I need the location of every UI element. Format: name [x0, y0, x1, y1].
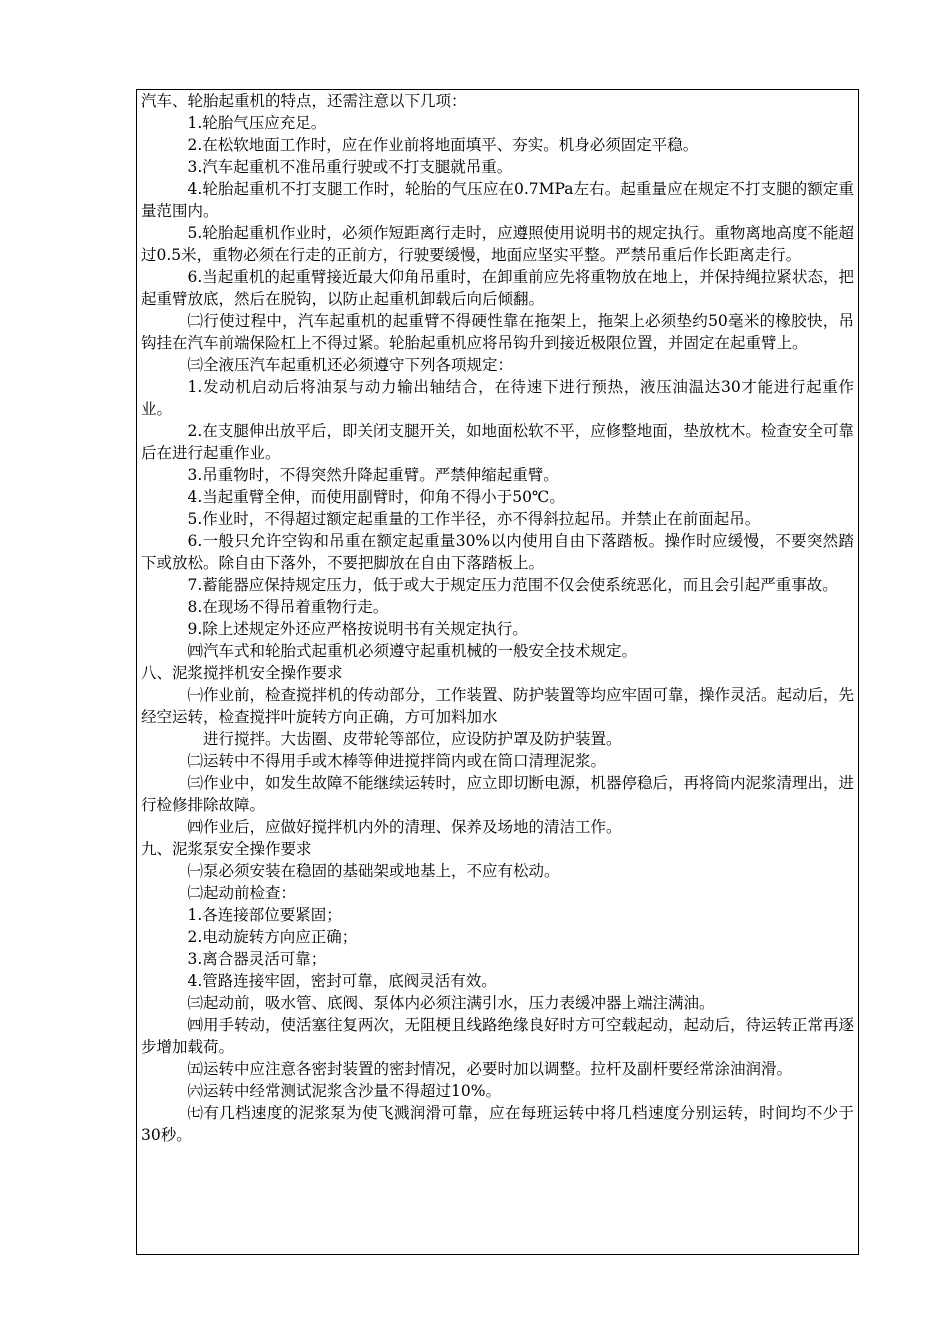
paragraph: ㈣用手转动，使活塞往复两次，无阻梗且线路绝缘良好时方可空载起动，起动后，待运转正常再逐步增加载荷。 — [141, 1016, 855, 1056]
paragraph: ㈣汽车式和轮胎式起重机必须遵守起重机械的一般安全技术规定。 — [187, 642, 638, 660]
paragraph: 4.轮胎起重机不打支腿工作时，轮胎的气压应在0.7MPa左右。起重量应在规定不打支腿的额定重量范围内。 — [141, 180, 854, 220]
paragraph: ㈢作业中，如发生故障不能继续运转时，应立即切断电源，机器停稳后，再将筒内泥浆清理出，进行检修排除故障。 — [141, 774, 855, 814]
paragraph: 进行搅拌。大齿圈、皮带轮等部位，应设防护罩及防护装置。 — [203, 730, 622, 748]
paragraph: 5.轮胎起重机作业时，必须作短距离行走时，应遵照使用说明书的规定执行。重物离地高度不能超过0.5米，重物必须在行走的正前方，行驶要缓慢，地面应坚实平整。严禁吊重后作长距离走行。 — [141, 224, 854, 264]
paragraph: ㈡运转中不得用手或木棒等伸进搅拌筒内或在筒口清理泥浆。 — [187, 752, 607, 770]
paragraph: ㈤运转中应注意各密封装置的密封情况，必要时加以调整。拉杆及副杆要经常涂油润滑。 — [187, 1060, 793, 1078]
paragraph: 6.当起重机的起重臂接近最大仰角吊重时，在卸重前应先将重物放在地上，并保持绳拉紧状态，把起重臂放底，然后在脱钩，以防止起重机卸载后向后倾翻。 — [141, 268, 854, 308]
paragraph: ㈣作业后，应做好搅拌机内外的清理、保养及场地的清洁工作。 — [187, 818, 622, 836]
paragraph: 3.吊重物时，不得突然升降起重臂。严禁伸缩起重臂。 — [187, 466, 559, 484]
paragraph: 汽车、轮胎起重机的特点，还需注意以下几项： — [141, 92, 467, 110]
paragraph: 4.当起重臂全伸，而使用副臂时，仰角不得小于50℃。 — [187, 488, 565, 506]
paragraph: ㈠作业前，检查搅拌机的传动部分，工作装置、防护装置等均应牢固可靠，操作灵活。起动后，先经空运转，检查搅拌叶旋转方向正确，方可加料加水 — [141, 686, 855, 726]
paragraph: ㈦有几档速度的泥浆泵为使飞溅润滑可靠，应在每班运转中将几档速度分别运转，时间均不少于30秒。 — [141, 1104, 854, 1144]
paragraph: 2.在松软地面工作时，应在作业前将地面填平、夯实。机身必须固定平稳。 — [187, 136, 699, 154]
paragraph: 1.各连接部位要紧固； — [187, 906, 342, 924]
paragraph: 3.离合器灵活可靠； — [187, 950, 327, 968]
paragraph: 2.电动旋转方向应正确； — [187, 928, 358, 946]
paragraph: 九、泥浆泵安全操作要求 — [141, 840, 312, 858]
paragraph: 4.管路连接牢固，密封可靠，底阀灵活有效。 — [187, 972, 497, 990]
paragraph: 八、泥浆搅拌机安全操作要求 — [141, 664, 343, 682]
paragraph: ㈢全液压汽车起重机还必须遵守下列各项规定： — [187, 356, 514, 374]
paragraph: 6.一般只允许空钩和吊重在额定起重量30%以内使用自由下落踏板。操作时应缓慢，不要突然踏下或放松。除自由下落外，不要把脚放在自由下落踏板上。 — [141, 532, 854, 572]
paragraph: 8.在现场不得吊着重物行走。 — [187, 598, 389, 616]
paragraph: 5.作业时，不得超过额定起重量的工作半径，亦不得斜拉起吊。并禁止在前面起吊。 — [187, 510, 761, 528]
paragraph: ㈥运转中经常测试泥浆含沙量不得超过10%。 — [187, 1082, 501, 1100]
paragraph: 2.在支腿伸出放平后，即关闭支腿开关，如地面松软不平，应修整地面，垫放枕木。检查安全可靠后在进行起重作业。 — [141, 422, 854, 462]
paragraph: ㈢起动前，吸水管、底阀、泵体内必须注满引水，压力表缓冲器上端注满油。 — [187, 994, 715, 1012]
paragraph: 9.除上述规定外还应严格按说明书有关规定执行。 — [187, 620, 528, 638]
paragraph: 3.汽车起重机不准吊重行驶或不打支腿就吊重。 — [187, 158, 513, 176]
paragraph: 1.发动机启动后将油泵与动力输出轴结合，在待速下进行预热，液压油温达30才能进行起重作业。 — [141, 378, 854, 418]
paragraph: ㈡起动前检查： — [187, 884, 297, 902]
paragraph: ㈡行使过程中，汽车起重机的起重臂不得硬性靠在拖架上，拖架上必须垫约50毫米的橡胶快，吊钩挂在汽车前端保险杠上不得过紧。轮胎起重机应将吊钩升到接近极限位置，并固定在起重臂上。 — [141, 312, 854, 352]
paragraph: 7.蓄能器应保持规定压力，低于或大于规定压力范围不仅会使系统恶化，而且会引起严重事故。 — [187, 576, 838, 594]
paragraph: 1.轮胎气压应充足。 — [187, 114, 327, 132]
paragraph: ㈠泵必须安装在稳固的基础架或地基上，不应有松动。 — [187, 862, 560, 880]
document-page — [136, 89, 859, 1255]
document-body — [141, 90, 854, 1146]
